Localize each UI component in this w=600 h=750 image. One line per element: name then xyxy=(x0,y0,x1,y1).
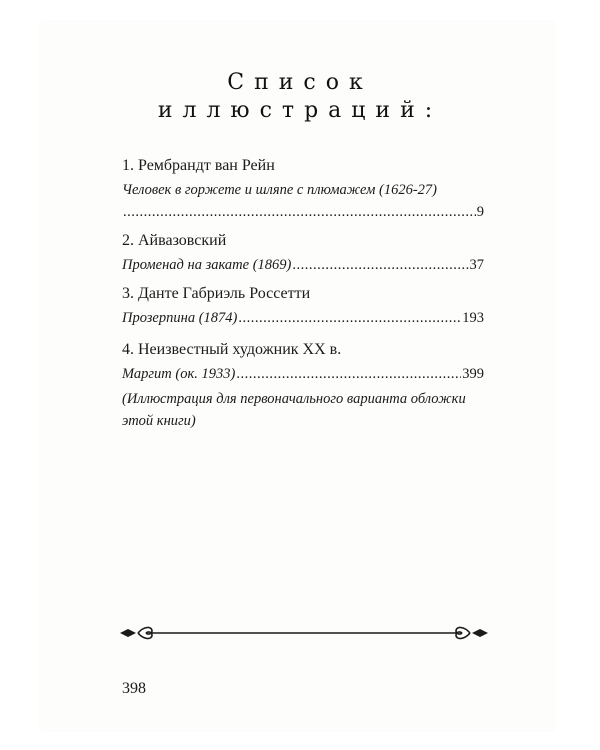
entry-1-leader-line xyxy=(122,204,484,221)
entry-1-work: Человек в горжете и шляпе с плюмажем (1626-27) xyxy=(122,182,437,198)
entry-1-author: 1. Рембрандт ван Рейн xyxy=(122,157,275,174)
page-number: 398 xyxy=(122,680,146,697)
heading-line-1: Список xyxy=(227,70,373,95)
entry-1-page: 9 xyxy=(476,204,484,220)
entry-3-page: 193 xyxy=(462,310,484,326)
entry-2-work: Променад на закате (1869) xyxy=(122,257,292,273)
entry-2-line xyxy=(122,257,484,274)
dot-leader xyxy=(238,310,461,327)
dot-leader xyxy=(123,204,476,221)
entry-2-page: 37 xyxy=(469,257,484,273)
entry-4-work: Маргит (ок. 1933) xyxy=(122,366,236,382)
entry-3-author: 3. Данте Габриэль Россетти xyxy=(122,285,311,302)
dot-leader xyxy=(292,257,468,274)
entry-4-note: (Иллюстрация для первоначального варианта обложки этой книги) xyxy=(122,391,466,429)
entry-3-line xyxy=(122,310,484,327)
entry-4-line xyxy=(122,366,484,383)
entry-4-author: 4. Неизвестный художник XX в. xyxy=(122,341,342,358)
heading-line-2: иллюстраций: xyxy=(157,98,443,123)
entry-4-page: 399 xyxy=(462,366,484,382)
ornamental-divider-icon xyxy=(118,622,490,644)
entry-2-author: 2. Айвазовский xyxy=(122,232,227,249)
dot-leader xyxy=(236,366,461,383)
entry-3-work: Прозерпина (1874) xyxy=(122,310,238,326)
